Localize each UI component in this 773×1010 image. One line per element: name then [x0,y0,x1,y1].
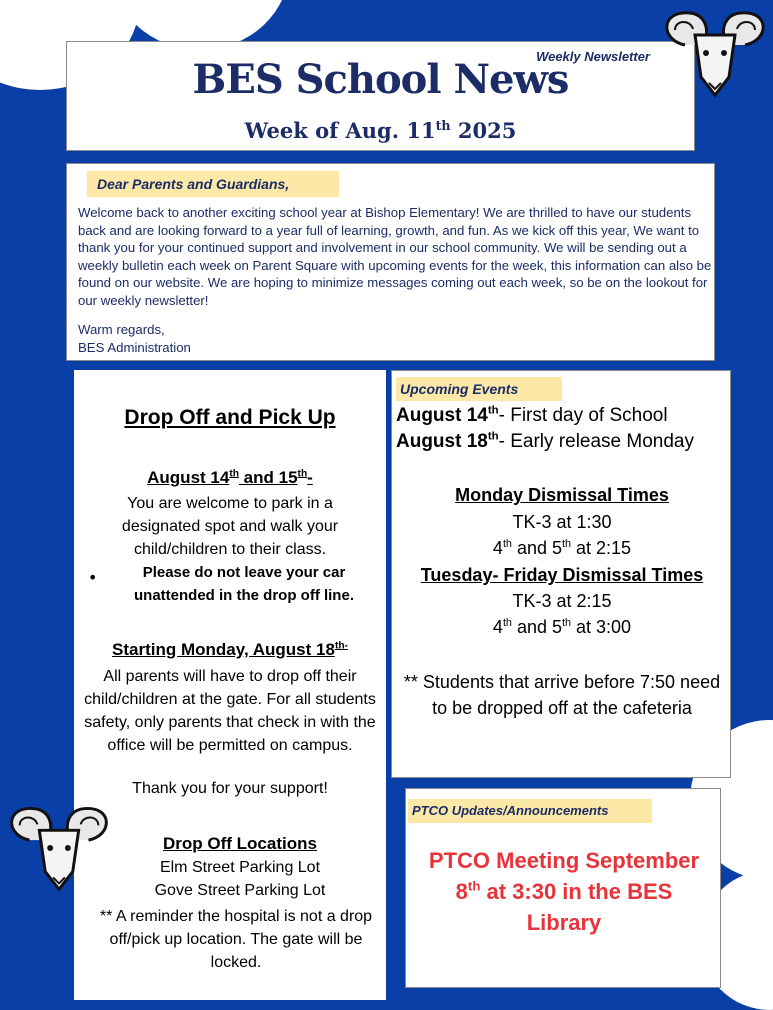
week-label: Week of Aug. 11th 2025 [244,118,517,143]
newsletter-tag: Weekly Newsletter [536,49,650,64]
car-warning: Please do not leave your car unattended in the drop off line. [134,564,354,604]
bullet-dot-icon: • [88,568,98,587]
ram-mascot-icon [655,5,773,100]
page-title: BES School News [192,56,569,103]
ptco-panel [405,788,721,988]
locations-heading: Drop Off Locations [163,834,317,853]
monday-dismissal-heading: Monday Dismissal Times [455,485,669,505]
location-gove: Gove Street Parking Lot [154,882,326,899]
hospital-reminder: ** A reminder the hospital is not a drop off/pick up location. The gate will be locked. [99,908,373,971]
location-elm: Elm Street Parking Lot [159,859,321,876]
aug14-heading: August 14th and 15th- [147,468,313,487]
tue-fri-tk3-time: TK-3 at 2:15 [512,591,612,611]
monday-text: All parents will have to drop off their child/children at the gate. For all students safety, only parents that check in with the office will be permitted on campus. [84,668,376,754]
letter-closing: Warm regards, [78,322,165,337]
tue-fri-dismissal-heading: Tuesday- Friday Dismissal Times [420,565,704,585]
letter-signature: BES Administration [78,340,191,355]
thanks-text: Thank you for your support! [132,780,328,797]
dropoff-panel [74,370,386,1000]
letter-body: Welcome back to another exciting school year at Bishop Elementary! We are thrilled to have our students back and are looking forward to a year full of learning, growth, and fun. As we kick off this year, We want to thank you for your continued support and involvement in our school community. We will be sending out a weekly bulletin each week on Parent Square with upcoming events for the week, this information can also be found on our website. We are hoping to minimize messages coming out each week, so be on the lookout for our weekly newsletter! [78,205,712,308]
event-early-release: August 18th- Early release Monday [396,430,694,452]
monday-4-5-time: 4th and 5th at 2:15 [492,538,632,558]
aug14-text: You are welcome to park in a designated spot and walk your child/children to their class. [121,495,339,558]
letter-panel [66,163,715,361]
ptco-tag: PTCO Updates/Announcements [408,799,652,823]
events-tag: Upcoming Events [396,377,562,401]
dropoff-heading: Drop Off and Pick Up [124,406,336,429]
salutation-tag: Dear Parents and Guardians, [87,171,339,197]
monday-heading: Starting Monday, August $18^{th-}$ [112,640,348,659]
ram-mascot-icon [0,800,118,895]
events-panel [391,370,731,778]
header-panel [66,41,695,151]
ptco-meeting-announcement: PTCO Meeting September 8th at 3:30 in the BES Library [428,848,700,935]
cafeteria-note: ** Students that arrive before 7:50 need to be dropped off at the cafeteria [403,672,721,718]
tue-fri-4-5-time: 4th and 5th at 3:00 [492,617,632,637]
monday-tk3-time: TK-3 at 1:30 [512,512,612,532]
event-first-day: August 14th- First day of School [396,404,668,426]
